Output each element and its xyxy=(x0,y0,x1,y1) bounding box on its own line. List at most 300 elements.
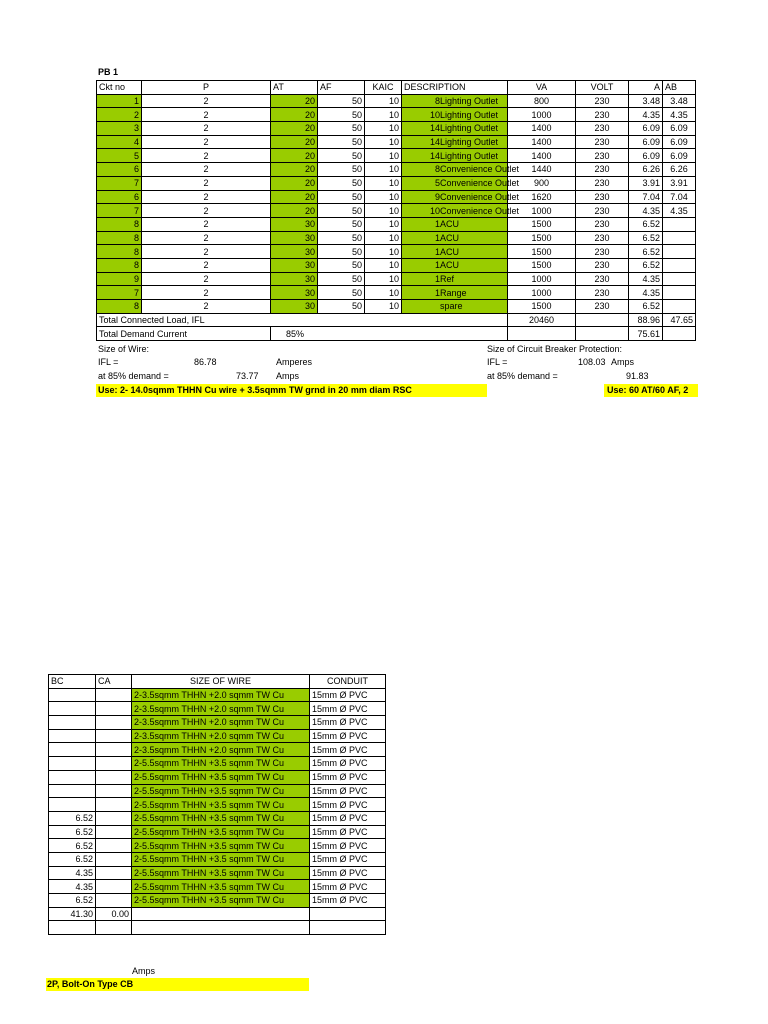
wire-size: 2-5.5sqmm THHN +3.5 sqmm TW Cu xyxy=(132,784,310,798)
circuit-number: 8 xyxy=(97,231,142,245)
amperes: 3.91 xyxy=(629,176,663,190)
phase-ca xyxy=(96,852,132,866)
phase-bc: 6.52 xyxy=(49,839,96,853)
empty-bc xyxy=(49,921,96,935)
amp-frame: 50 xyxy=(318,231,365,245)
volt-amperes: 1000 xyxy=(508,204,576,218)
breaker-use-note: Use: 60 AT/60 AF, 2 xyxy=(604,384,698,397)
conduit-size: 15mm Ø PVC xyxy=(310,825,386,839)
circuit-description xyxy=(402,204,520,218)
volt-amperes: 1440 xyxy=(508,163,576,177)
wire-size: 2-5.5sqmm THHN +3.5 sqmm TW Cu xyxy=(132,852,310,866)
panel-header-row xyxy=(97,81,696,95)
amperes: 7.04 xyxy=(629,190,663,204)
phase-ca xyxy=(96,729,132,743)
outlet-quantity: 10 xyxy=(429,109,440,120)
outlet-quantity: 14 xyxy=(429,123,440,134)
amperes: 6.09 xyxy=(629,135,663,149)
wire-ifl-value: 86.78 xyxy=(194,357,217,367)
phase-ab: 6.09 xyxy=(663,149,696,163)
outlet-quantity: 14 xyxy=(429,150,440,161)
circuit-number: 5 xyxy=(97,149,142,163)
header-at: AT xyxy=(271,81,318,95)
total-volt-blank xyxy=(576,313,629,327)
amperes: 4.35 xyxy=(629,286,663,300)
kaic: 10 xyxy=(365,122,402,136)
circuit-row xyxy=(97,149,696,163)
circuit-description xyxy=(402,272,508,286)
wire-size: 2-3.5sqmm THHN +2.0 sqmm TW Cu xyxy=(132,688,310,702)
wire-size: 2-3.5sqmm THHN +2.0 sqmm TW Cu xyxy=(132,729,310,743)
conduit-size: 15mm Ø PVC xyxy=(310,852,386,866)
amp-frame: 50 xyxy=(318,176,365,190)
total-va: 20460 xyxy=(508,313,576,327)
conduit-size: 15mm Ø PVC xyxy=(310,729,386,743)
poles: 2 xyxy=(142,135,271,149)
description-text: Lighting Outlet xyxy=(440,123,499,134)
kaic: 10 xyxy=(365,245,402,259)
amp-trip: 20 xyxy=(271,163,318,177)
conduit-size: 15mm Ø PVC xyxy=(310,743,386,757)
wire-row xyxy=(49,743,386,757)
description-text: Convenience Outlet xyxy=(440,178,520,189)
demand-va-blank xyxy=(508,327,576,341)
poles: 2 xyxy=(142,286,271,300)
description-text: Ref xyxy=(440,273,455,284)
circuit-description xyxy=(402,163,520,177)
description-text: Convenience Outlet xyxy=(440,205,520,216)
voltage: 230 xyxy=(576,176,629,190)
phase-ca xyxy=(96,688,132,702)
outlet-quantity: 1 xyxy=(434,246,440,257)
volt-amperes: 1000 xyxy=(508,272,576,286)
voltage: 230 xyxy=(576,258,629,272)
total-demand-label: Total Demand Current xyxy=(97,327,271,341)
wire-size: 2-5.5sqmm THHN +3.5 sqmm TW Cu xyxy=(132,770,310,784)
circuit-description xyxy=(402,190,520,204)
conduit-size: 15mm Ø PVC xyxy=(310,798,386,812)
description-text: Lighting Outlet xyxy=(440,109,499,120)
kaic: 10 xyxy=(365,163,402,177)
wire-row xyxy=(49,825,386,839)
volt-amperes: 800 xyxy=(508,94,576,108)
amp-frame: 50 xyxy=(318,108,365,122)
amp-trip: 20 xyxy=(271,108,318,122)
amp-trip: 30 xyxy=(271,272,318,286)
circuit-description xyxy=(402,122,508,136)
circuit-number: 3 xyxy=(97,122,142,136)
circuit-number: 2 xyxy=(97,108,142,122)
wire-row xyxy=(49,702,386,716)
amp-trip: 20 xyxy=(271,204,318,218)
header-ab: AB xyxy=(663,81,696,95)
empty-conduit xyxy=(310,921,386,935)
circuit-description xyxy=(402,300,508,314)
panel-title: PB 1 xyxy=(98,67,119,77)
poles: 2 xyxy=(142,300,271,314)
outlet-quantity: 1 xyxy=(434,219,440,230)
phase-bc: 4.35 xyxy=(49,866,96,880)
volt-amperes: 1000 xyxy=(508,286,576,300)
circuit-number: 8 xyxy=(97,245,142,259)
phase-ca xyxy=(96,866,132,880)
kaic: 10 xyxy=(365,258,402,272)
breaker-type-note: 2P, Bolt-On Type CB xyxy=(46,978,309,991)
circuit-row xyxy=(97,135,696,149)
wire-size: 2-5.5sqmm THHN +3.5 sqmm TW Cu xyxy=(132,866,310,880)
total-wire-blank xyxy=(132,907,310,921)
poles: 2 xyxy=(142,217,271,231)
description-text: Lighting Outlet xyxy=(440,137,499,148)
phase-bc: 4.35 xyxy=(49,880,96,894)
voltage: 230 xyxy=(576,135,629,149)
amp-trip: 20 xyxy=(271,94,318,108)
phase-bc xyxy=(49,770,96,784)
wire-row xyxy=(49,729,386,743)
amp-trip: 30 xyxy=(271,286,318,300)
phase-ca xyxy=(96,757,132,771)
kaic: 10 xyxy=(365,204,402,218)
circuit-description xyxy=(402,286,508,300)
volt-amperes: 900 xyxy=(508,176,576,190)
volt-amperes: 1500 xyxy=(508,300,576,314)
circuit-row xyxy=(97,231,696,245)
conduit-size: 15mm Ø PVC xyxy=(310,757,386,771)
breaker-ifl-unit: Amps xyxy=(611,357,635,367)
wire-ifl-unit: Amperes xyxy=(276,357,313,367)
phase-ca xyxy=(96,743,132,757)
poles: 2 xyxy=(142,204,271,218)
outlet-quantity: 1 xyxy=(434,287,440,298)
amp-frame: 50 xyxy=(318,217,365,231)
volt-amperes: 1500 xyxy=(508,258,576,272)
circuit-row xyxy=(97,108,696,122)
kaic: 10 xyxy=(365,108,402,122)
description-text: Convenience Outlet xyxy=(440,191,520,202)
kaic: 10 xyxy=(365,231,402,245)
circuit-row xyxy=(97,258,696,272)
wire-size: 2-3.5sqmm THHN +2.0 sqmm TW Cu xyxy=(132,743,310,757)
circuit-row xyxy=(97,286,696,300)
amp-frame: 50 xyxy=(318,245,365,259)
voltage: 230 xyxy=(576,231,629,245)
circuit-number: 9 xyxy=(97,272,142,286)
phase-bc: 6.52 xyxy=(49,894,96,908)
voltage: 230 xyxy=(576,272,629,286)
phase-ca xyxy=(96,798,132,812)
wire-ifl-label: IFL = xyxy=(98,357,119,367)
poles: 2 xyxy=(142,122,271,136)
volt-amperes: 1620 xyxy=(508,190,576,204)
amp-frame: 50 xyxy=(318,163,365,177)
header-va: VA xyxy=(508,81,576,95)
kaic: 10 xyxy=(365,286,402,300)
volt-amperes: 1400 xyxy=(508,122,576,136)
phase-ab xyxy=(663,286,696,300)
total-ab: 47.65 xyxy=(663,313,696,327)
circuit-row xyxy=(97,217,696,231)
amp-trip: 30 xyxy=(271,217,318,231)
wire-size: 2-5.5sqmm THHN +3.5 sqmm TW Cu xyxy=(132,757,310,771)
phase-bc: 6.52 xyxy=(49,852,96,866)
demand-volt-blank xyxy=(576,327,629,341)
outlet-quantity: 1 xyxy=(434,273,440,284)
voltage: 230 xyxy=(576,122,629,136)
amp-frame: 50 xyxy=(318,135,365,149)
poles: 2 xyxy=(142,245,271,259)
description-text: spare xyxy=(440,301,463,312)
poles: 2 xyxy=(142,163,271,177)
phase-ca xyxy=(96,894,132,908)
wire-size: 2-3.5sqmm THHN +2.0 sqmm TW Cu xyxy=(132,702,310,716)
amp-trip: 20 xyxy=(271,176,318,190)
wire-row xyxy=(49,866,386,880)
breaker-ifl-label: IFL = xyxy=(487,357,508,367)
description-text: Convenience Outlet xyxy=(440,164,520,175)
circuit-description xyxy=(402,176,520,190)
outlet-quantity: 1 xyxy=(434,260,440,271)
volt-amperes: 1400 xyxy=(508,149,576,163)
phase-bc xyxy=(49,784,96,798)
kaic: 10 xyxy=(365,217,402,231)
phase-ab xyxy=(663,272,696,286)
description-text: Range xyxy=(440,287,467,298)
voltage: 230 xyxy=(576,217,629,231)
wire-size: 2-5.5sqmm THHN +3.5 sqmm TW Cu xyxy=(132,894,310,908)
wire-size: 2-5.5sqmm THHN +3.5 sqmm TW Cu xyxy=(132,798,310,812)
circuit-number: 6 xyxy=(97,190,142,204)
amp-trip: 20 xyxy=(271,135,318,149)
amp-frame: 50 xyxy=(318,190,365,204)
volt-amperes: 1500 xyxy=(508,217,576,231)
amperes: 6.52 xyxy=(629,258,663,272)
wire-row xyxy=(49,894,386,908)
empty-ca xyxy=(96,921,132,935)
amperes: 3.48 xyxy=(629,94,663,108)
amperes: 6.09 xyxy=(629,122,663,136)
circuit-number: 8 xyxy=(97,300,142,314)
demand-amperes: 75.61 xyxy=(629,327,663,341)
volt-amperes: 1400 xyxy=(508,135,576,149)
wire-row xyxy=(49,798,386,812)
voltage: 230 xyxy=(576,163,629,177)
amp-trip: 30 xyxy=(271,300,318,314)
conduit-size: 15mm Ø PVC xyxy=(310,702,386,716)
wire-row xyxy=(49,784,386,798)
circuit-row xyxy=(97,94,696,108)
circuit-description xyxy=(402,108,508,122)
phase-ab: 3.48 xyxy=(663,94,696,108)
wire-row xyxy=(49,852,386,866)
amp-frame: 50 xyxy=(318,258,365,272)
conduit-size: 15mm Ø PVC xyxy=(310,770,386,784)
outlet-quantity: 8 xyxy=(434,164,440,175)
phase-ab xyxy=(663,300,696,314)
wire-row xyxy=(49,880,386,894)
circuit-description xyxy=(402,135,508,149)
phase-ab: 4.35 xyxy=(663,108,696,122)
wire-demand-label: at 85% demand = xyxy=(98,371,169,381)
wire-row xyxy=(49,757,386,771)
phase-ca xyxy=(96,702,132,716)
description-text: ACU xyxy=(440,219,460,230)
phase-bc xyxy=(49,743,96,757)
voltage: 230 xyxy=(576,190,629,204)
circuit-row xyxy=(97,176,696,190)
phase-ab: 6.26 xyxy=(663,163,696,177)
phase-ab: 4.35 xyxy=(663,204,696,218)
breaker-size-title: Size of Circuit Breaker Protection: xyxy=(487,344,623,354)
conduit-size: 15mm Ø PVC xyxy=(310,839,386,853)
kaic: 10 xyxy=(365,176,402,190)
phase-ab: 7.04 xyxy=(663,190,696,204)
poles: 2 xyxy=(142,149,271,163)
description-text: ACU xyxy=(440,260,460,271)
phase-bc xyxy=(49,798,96,812)
breaker-ifl-value: 108.03 xyxy=(578,357,606,367)
total-ca: 0.00 xyxy=(96,907,132,921)
poles: 2 xyxy=(142,272,271,286)
circuit-description xyxy=(402,94,508,108)
header-p: P xyxy=(142,81,271,95)
total-conduit-blank xyxy=(310,907,386,921)
kaic: 10 xyxy=(365,94,402,108)
circuit-row xyxy=(97,122,696,136)
total-amperes: 88.96 xyxy=(629,313,663,327)
amperes: 6.09 xyxy=(629,149,663,163)
demand-percent: 85% xyxy=(271,327,508,341)
outlet-quantity: 9 xyxy=(434,191,440,202)
amperes: 6.52 xyxy=(629,231,663,245)
volt-amperes: 1000 xyxy=(508,108,576,122)
voltage: 230 xyxy=(576,245,629,259)
kaic: 10 xyxy=(365,300,402,314)
circuit-number: 7 xyxy=(97,286,142,300)
poles: 2 xyxy=(142,94,271,108)
phase-bc xyxy=(49,757,96,771)
phase-ca xyxy=(96,880,132,894)
description-text: ACU xyxy=(440,246,460,257)
circuit-number: 4 xyxy=(97,135,142,149)
header-volt: VOLT xyxy=(576,81,629,95)
wire-size: 2-5.5sqmm THHN +3.5 sqmm TW Cu xyxy=(132,825,310,839)
outlet-quantity: 8 xyxy=(434,96,440,107)
kaic: 10 xyxy=(365,190,402,204)
wire-conduit-table xyxy=(48,674,386,935)
panel-schedule-table xyxy=(96,80,696,341)
circuit-description xyxy=(402,258,508,272)
total-demand-row xyxy=(97,327,696,341)
voltage: 230 xyxy=(576,94,629,108)
circuit-number: 1 xyxy=(97,94,142,108)
amp-frame: 50 xyxy=(318,286,365,300)
circuit-number: 8 xyxy=(97,258,142,272)
circuit-description xyxy=(402,217,508,231)
outlet-quantity: 1 xyxy=(434,232,440,243)
poles: 2 xyxy=(142,190,271,204)
amp-frame: 50 xyxy=(318,272,365,286)
total-bc: 41.30 xyxy=(49,907,96,921)
circuit-row xyxy=(97,245,696,259)
circuit-number: 7 xyxy=(97,176,142,190)
description-text: Lighting Outlet xyxy=(440,150,499,161)
phase-bc xyxy=(49,702,96,716)
wire-use-note: Use: 2- 14.0sqmm THHN Cu wire + 3.5sqmm TW grnd in 20 mm diam RSC xyxy=(96,384,487,397)
header-kaic: KAIC xyxy=(365,81,402,95)
conduit-size: 15mm Ø PVC xyxy=(310,866,386,880)
wire-row xyxy=(49,811,386,825)
phase-ca xyxy=(96,770,132,784)
outlet-quantity: 14 xyxy=(429,137,440,148)
circuit-row xyxy=(97,204,696,218)
wire-row xyxy=(49,716,386,730)
wire-size-title: Size of Wire: xyxy=(98,344,150,354)
header-description: DESCRIPTION xyxy=(402,81,508,95)
wire-size: 2-3.5sqmm THHN +2.0 sqmm TW Cu xyxy=(132,716,310,730)
conduit-size: 15mm Ø PVC xyxy=(310,811,386,825)
amp-frame: 50 xyxy=(318,149,365,163)
phase-bc xyxy=(49,729,96,743)
phase-bc xyxy=(49,688,96,702)
poles: 2 xyxy=(142,176,271,190)
circuit-row xyxy=(97,190,696,204)
amp-trip: 30 xyxy=(271,258,318,272)
circuit-row xyxy=(97,300,696,314)
total-connected-row xyxy=(97,313,696,327)
phase-ab: 6.09 xyxy=(663,135,696,149)
header-af: AF xyxy=(318,81,365,95)
amperes: 4.35 xyxy=(629,108,663,122)
amperes: 4.35 xyxy=(629,272,663,286)
wire-demand-value: 73.77 xyxy=(236,371,259,381)
phase-bc xyxy=(49,716,96,730)
kaic: 10 xyxy=(365,149,402,163)
circuit-number: 6 xyxy=(97,163,142,177)
phase-ab xyxy=(663,217,696,231)
header-a: A xyxy=(629,81,663,95)
conduit-size: 15mm Ø PVC xyxy=(310,894,386,908)
wire-row xyxy=(49,839,386,853)
outlet-quantity: 5 xyxy=(434,178,440,189)
poles: 2 xyxy=(142,108,271,122)
phase-ab xyxy=(663,258,696,272)
wire-header-row xyxy=(49,675,386,689)
kaic: 10 xyxy=(365,272,402,286)
poles: 2 xyxy=(142,231,271,245)
wire-size: 2-5.5sqmm THHN +3.5 sqmm TW Cu xyxy=(132,811,310,825)
wire-empty-row xyxy=(49,921,386,935)
circuit-row xyxy=(97,272,696,286)
amp-trip: 20 xyxy=(271,149,318,163)
phase-ab xyxy=(663,245,696,259)
amperes: 6.52 xyxy=(629,245,663,259)
demand-ab-blank xyxy=(663,327,696,341)
voltage: 230 xyxy=(576,286,629,300)
outlet-quantity: 10 xyxy=(429,205,440,216)
phase-ab: 3.91 xyxy=(663,176,696,190)
amp-frame: 50 xyxy=(318,122,365,136)
voltage: 230 xyxy=(576,204,629,218)
header-ckt-no: Ckt no xyxy=(97,81,142,95)
breaker-demand-label: at 85% demand = xyxy=(487,371,558,381)
circuit-description xyxy=(402,231,508,245)
phase-ab: 6.09 xyxy=(663,122,696,136)
circuit-number: 8 xyxy=(97,217,142,231)
total-connected-label: Total Connected Load, IFL xyxy=(97,313,508,327)
phase-ca xyxy=(96,784,132,798)
amperes: 4.35 xyxy=(629,204,663,218)
wire-demand-unit: Amps xyxy=(276,371,300,381)
